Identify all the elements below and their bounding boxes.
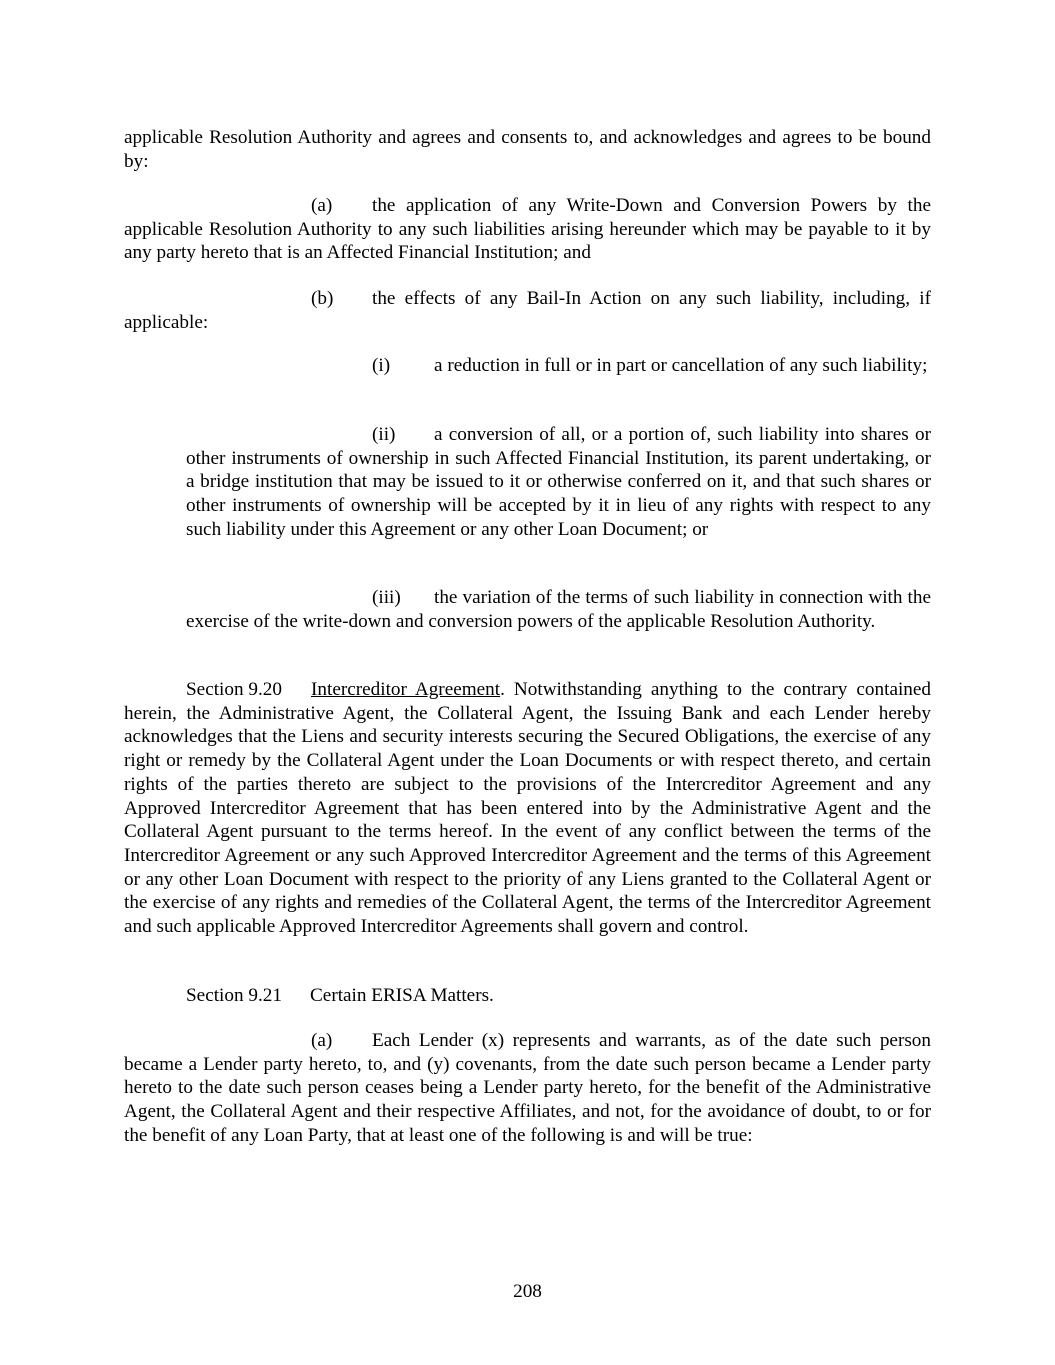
clause-a [124,194,931,265]
intro-paragraph: applicable Resolution Authority and agrees and consents to, and acknowledges and agrees to be bound by: [124,127,931,172]
section-text: . Notwithstanding anything to the contrary contained herein, the Administrative Agent, the Collateral Agent, the Issuing Bank and each Lender hereby acknowledges that the Liens and security interests securing the Secured Obligations, the exercise of any right or remedy by the Collateral Agent under the Loan Documents or with respect thereto, and certain rights of the parties thereto are subject to the provisions of the Intercreditor Agreement and any Approved Intercreditor Agreement that has been entered into by the Administrative Agent and the Collateral Agent pursuant to the terms hereof. In the event of any conflict between the terms of the Intercreditor Agreement or any such Approved Intercreditor Agreement and the terms of this Agreement or any other Loan Document with respect to the priority of any Liens granted to the Collateral Agent or the exercise of any rights and remedies of the Collateral Agent, the terms of the Intercreditor Agreement and such applicable Approved Intercreditor Agreements shall govern and control. [124,679,932,938]
clause-text: a conversion of all, or a portion of, such liability into shares or other instruments of ownership in such Affected Financial Institution, its parent undertaking, or a bridge institution that may be issued to it or otherwise conferred on it, and that such shares or other instruments of ownership will be accepted by it in lieu of any rights with respect to any such liability under this Agreement or any other Loan Document; or [186,424,931,540]
clause-i [186,354,931,378]
section-9-21-clause-a [124,1029,931,1148]
clause-iii [186,586,931,633]
clause-b [124,287,931,334]
clause-ii [186,423,931,542]
clause-label: (a) [311,195,333,216]
clause-label: (i) [372,355,391,376]
clause-label: (a) [311,1030,333,1051]
clause-label: (b) [311,288,334,309]
section-9-20 [124,678,931,939]
section-9-21-heading [124,984,931,1008]
clause-text: Each Lender (x) represents and warrants, as of the date such person became a Lender party hereto, to, and (y) covenants, from the date such person became a Lender party hereto to the date such person ceases being a Lender party hereto, for the benefit of the Administrative Agent, the Collateral Agent and their respective Affiliates, and not, for the avoidance of doubt, to or for the benefit of any Loan Party, that at least one of the following is and will be true: [124,1030,931,1146]
page-number: 208 [513,1281,542,1302]
clause-label: (ii) [372,424,396,445]
clause-text: a reduction in full or in part or cancellation of any such liability; [434,355,928,376]
clause-text: the application of any Write-Down and Conversion Powers by the applicable Resolution Authority to any such liabilities arising hereunder which may be payable to it by any party hereto that is an Affected Financial Institution; and [124,195,931,264]
section-number: Section 9.21 [186,985,282,1006]
clause-text: the variation of the terms of such liability in connection with the exercise of the write-down and conversion powers of the applicable Resolution Authority. [186,587,931,632]
section-title: Certain ERISA Matters. [310,985,494,1006]
clause-label: (iii) [372,587,401,608]
section-title: Intercreditor Agreement [311,679,501,700]
clause-text: the effects of any Bail-In Action on any such liability, including, if applicable: [124,288,931,333]
section-number: Section 9.20 [186,679,282,700]
